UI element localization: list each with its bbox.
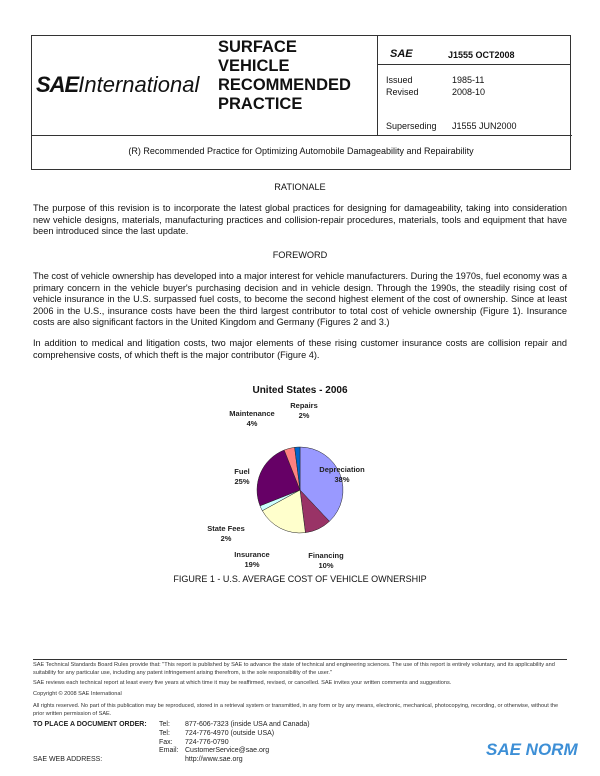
chart-title: United States - 2006 [252, 385, 348, 396]
document-title: (R) Recommended Practice for Optimizing Automobile Damageability and Repairability [128, 146, 474, 156]
document-type: SURFACE VEHICLE RECOMMENDED PRACTICE [218, 38, 351, 113]
footer-rules: SAE Technical Standards Board Rules provide that: "This report is published by SAE to advance the state of technical and engineering sciences. The use of this report is entirely voluntary, and its applicability and suitability for any particular use, including any patent infringement arising therefrom, is the sole responsibility of the user." [33, 662, 555, 676]
slice-value-label: 38% [334, 475, 350, 484]
slice-value-label: 2% [220, 534, 232, 543]
web-link[interactable]: http://www.sae.org [185, 756, 243, 764]
footer-rights: All rights reserved. No part of this publication may be reproduced, stored in a retrieval system or transmitted, in any form or by any means, electronic, mechanical, photocopying, recording, or otherwise, without the prior written permission of SAE. [33, 703, 559, 717]
email-link[interactable]: CustomerService@sae.org [185, 747, 270, 755]
sae-mark: SAE [390, 48, 413, 60]
slice-category-label: Depreciation [319, 465, 365, 474]
slice-value-label: 10% [318, 561, 334, 570]
foreword-paragraph-2: In addition to medical and litigation costs, two major elements of these rising customer insurance costs are collision repair and comprehensive costs, of which theft is the major contributor (Figure 4). [33, 338, 567, 360]
slice-category-label: Maintenance [229, 409, 275, 418]
superseding-value: J1555 JUN2000 [452, 121, 517, 131]
slice-category-label: State Fees [207, 524, 245, 533]
order-label: TO PLACE A DOCUMENT ORDER: [33, 721, 147, 728]
foreword-heading: FOREWORD [272, 250, 328, 260]
slice-value-label: 4% [246, 419, 258, 428]
slice-category-label: Repairs [290, 401, 318, 410]
foreword-paragraph-1: The cost of vehicle ownership has developed into a major interest for vehicle manufacturers. During the 1970s, fuel economy was a primary concern in the vehicle buyer's purchasing decision and in vehicle design. Through the 1990s, the steadily rising cost of vehicle insurance in the U.S. surpassed fuel costs, to become the second highest element of the cost of ownership. Since at least 2006 in the U.S., insurance costs have been the third largest contributor to total cost of vehicle ownership (Figure 1). Insurance costs are also significant factors in the United Kingdom and Germany (Figures 2 and 3.) [33, 271, 567, 327]
slice-value-label: 19% [244, 560, 260, 569]
pie-chart [200, 400, 400, 570]
doc-id: J1555 OCT2008 [448, 50, 515, 60]
superseding-label: Superseding [386, 121, 437, 131]
slice-category-label: Financing [308, 551, 344, 560]
sae-logo: SAEInternational [36, 72, 200, 97]
web-label: SAE WEB ADDRESS: [33, 756, 103, 763]
issued-label: Issued [386, 75, 413, 85]
slice-value-label: 2% [298, 411, 310, 420]
footer-copyright: Copyright © 2008 SAE International [33, 691, 122, 697]
revised-value: 2008-10 [452, 87, 486, 97]
issued-value: 1985-11 [452, 75, 485, 85]
revised-label: Revised [386, 87, 419, 97]
slice-category-label: Fuel [234, 467, 250, 476]
sae-norm-watermark: SAE NORM [486, 740, 578, 759]
figure-caption: FIGURE 1 - U.S. AVERAGE COST OF VEHICLE OWNERSHIP [173, 574, 427, 584]
footer-review: SAE reviews each technical report at least every five years at which time it may be reaffirmed, revised, or cancelled. SAE invites your written comments and suggestions. [33, 680, 452, 686]
rationale-heading: RATIONALE [274, 182, 326, 192]
slice-value-label: 25% [234, 477, 250, 486]
footer-divider [33, 659, 567, 660]
slice-category-label: Insurance [234, 550, 270, 559]
contact-list: Tel: 877-606-7323 (inside USA and Canada) Tel: 724-776-4970 (outside USA) Fax: 724-776-0790 Email: CustomerService@sae.org http://www.sae.org [159, 721, 310, 764]
rationale-text: The purpose of this revision is to incorporate the latest global practices for designing for damageability, taking into consideration new vehicle designs, materials, manufacturing practices and collision-repair procedures, materials, tools and equipment that have been introduced since the last update. [33, 203, 567, 236]
